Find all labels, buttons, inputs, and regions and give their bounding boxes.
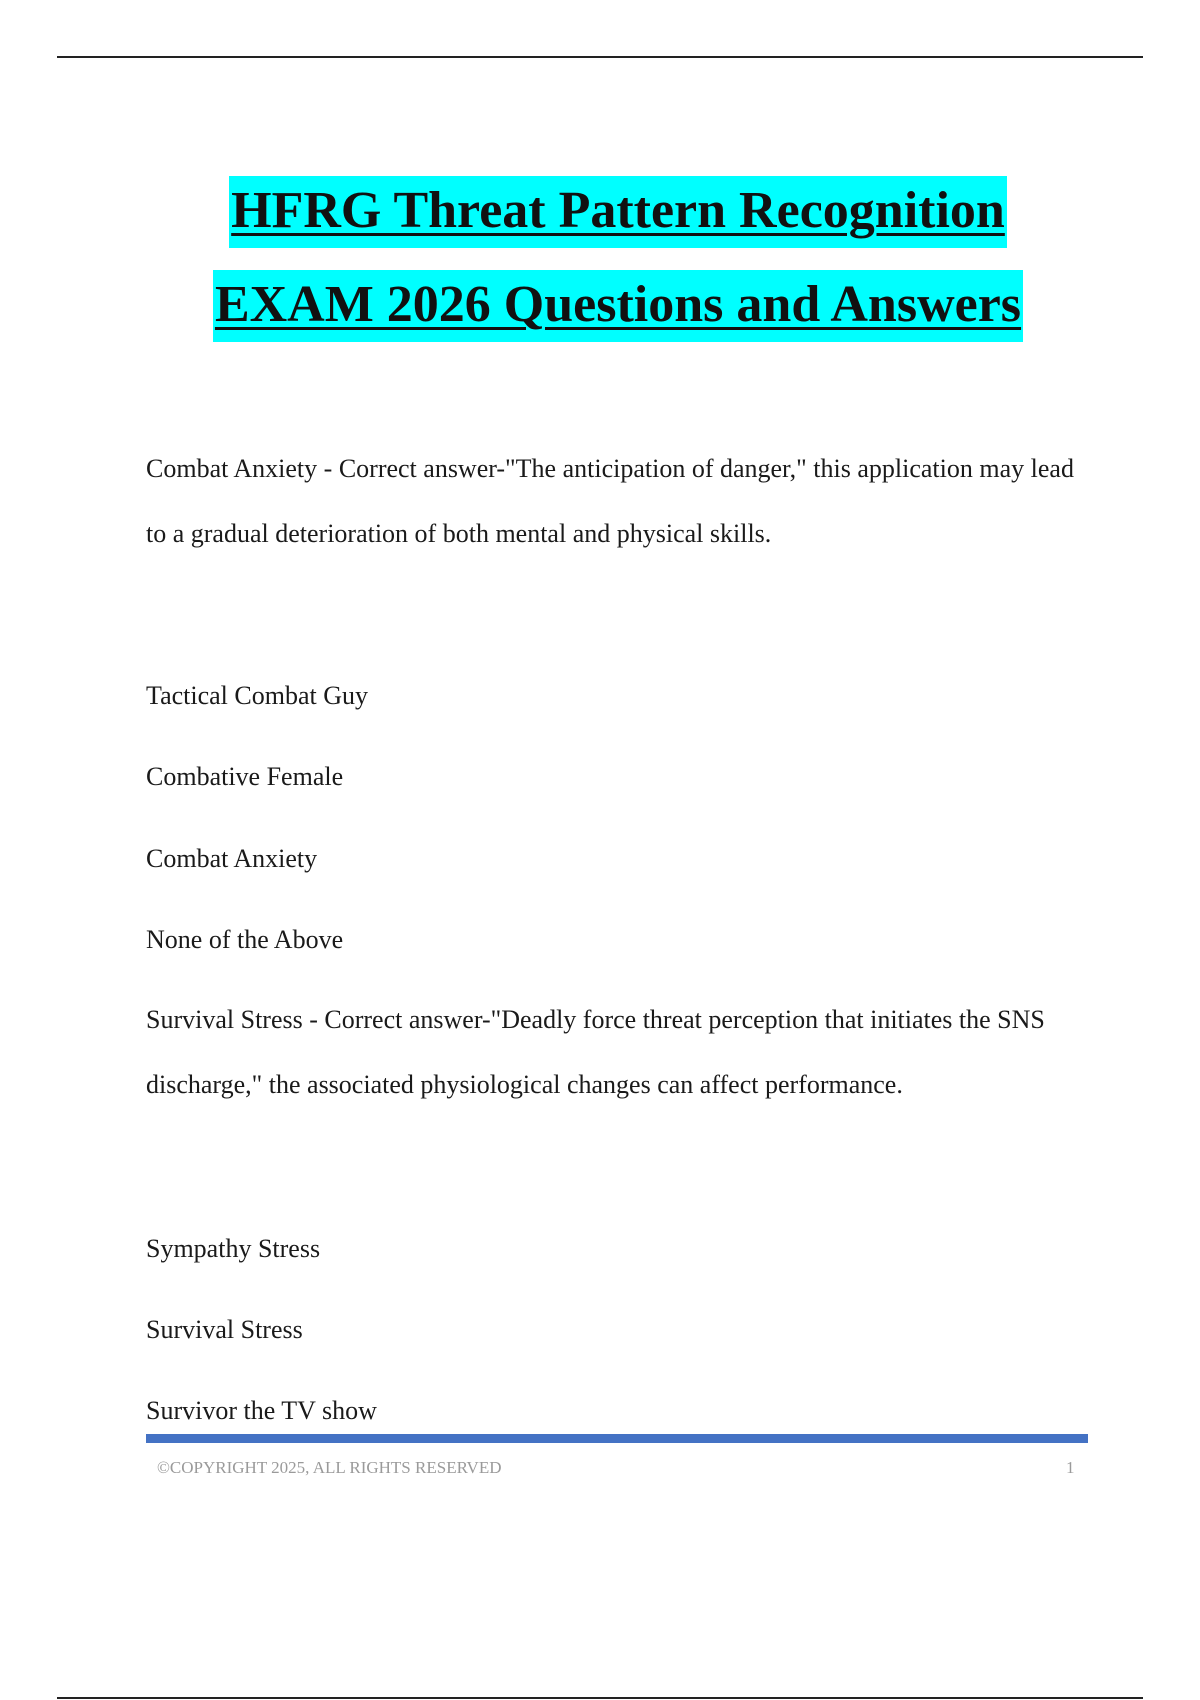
title-line-2: EXAM 2026 Questions and Answers bbox=[213, 270, 1023, 342]
question-2-text: Survival Stress - Correct answer-"Deadly force threat perception that initiates the SNS discharge," the associated physiological changes can affect performance. bbox=[146, 1005, 1045, 1099]
question-1-option-2: Combative Female bbox=[146, 762, 344, 791]
bottom-rule bbox=[57, 1697, 1143, 1699]
footer-copyright: ©COPYRIGHT 2025, ALL RIGHTS RESERVED bbox=[157, 1458, 502, 1477]
question-2-option-1: Sympathy Stress bbox=[146, 1234, 321, 1263]
top-rule bbox=[57, 56, 1143, 58]
page-number: 1 bbox=[1066, 1458, 1075, 1477]
question-1-option-1: Tactical Combat Guy bbox=[146, 681, 369, 710]
title-line-1: HFRG Threat Pattern Recognition bbox=[229, 176, 1007, 248]
question-1-option-3: Combat Anxiety bbox=[146, 844, 318, 873]
question-2-option-3: Survivor the TV show bbox=[146, 1396, 377, 1425]
question-1-option-4: None of the Above bbox=[146, 925, 344, 954]
question-1-text: Combat Anxiety - Correct answer-"The anticipation of danger," this application may lead to a gradual deterioration of both mental and physical skills. bbox=[146, 454, 1074, 548]
question-2-option-2: Survival Stress bbox=[146, 1315, 303, 1344]
footer-bar bbox=[146, 1434, 1088, 1443]
document-title bbox=[0, 176, 1200, 342]
